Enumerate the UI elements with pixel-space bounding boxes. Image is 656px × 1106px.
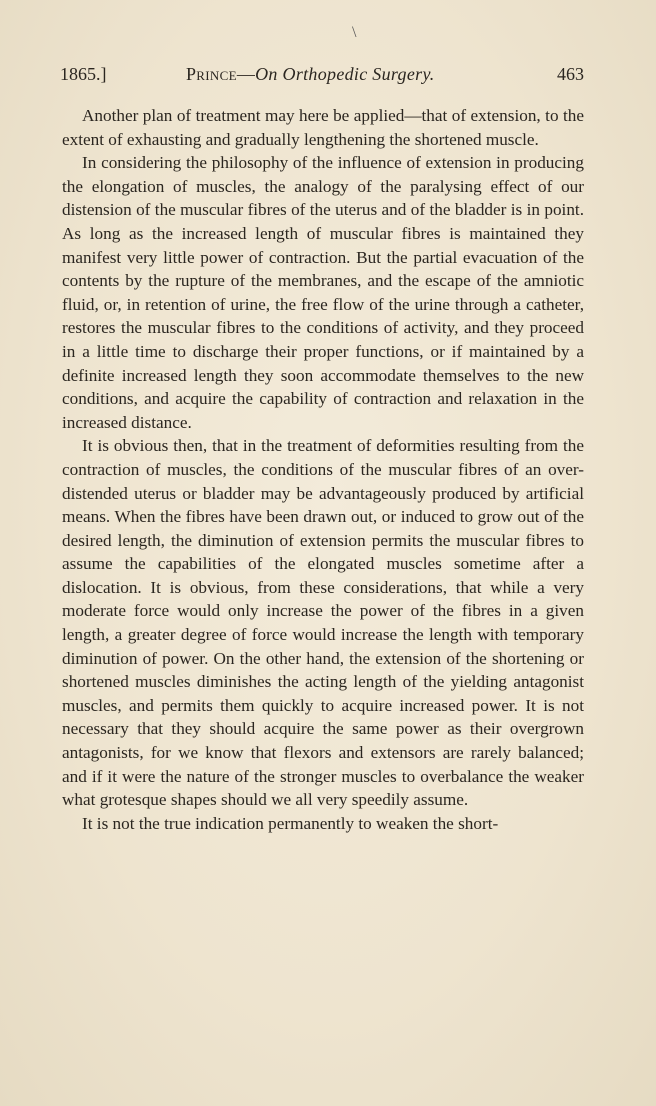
- header-year: 1865.]: [60, 64, 107, 84]
- body-text: [62, 104, 584, 835]
- pencil-mark: \: [352, 24, 357, 41]
- paragraph-2: In considering the philosophy of the influence of extension in producing the elongation of muscles, the analogy of the paralysing effect of our distension of the muscular fibres of the uterus and of the bladder is in point. As long as the increased length of muscular fibres is maintained they manifest very little power of contraction. But the partial evacuation of the contents by the rupture of the membranes, and the escape of the amniotic fluid, or, in retention of urine, the free flow of the urine through a catheter, restores the muscular fibres to the conditions of activity, and they proceed in a little time to discharge their proper functions, or if maintained by a definite increased length they soon accommodate themselves to the new conditions, and acquire the capability of contraction and relaxation in the increased distance.: [62, 153, 584, 432]
- paragraph-3: It is obvious then, that in the treatment of deformities resulting from the contraction of muscles, the conditions of the muscular fibres of an over-distended uterus or bladder may be advantageously produced by artificial means. When the fibres have been drawn out, or induced to grow out of the desired length, the diminution of extension permits the muscular fibres to assume the capabilities of the elongated muscles sometime after a dislocation. It is obvious, from these considerations, that while a very moderate force would only increase the power of the fibres in a given length, a greater degree of force would increase the length with temporary diminution of power. On the other hand, the extension of the shortening or shortened muscles diminishes the acting length of the yielding antagonist muscles, and permits them quickly to acquire increased power. It is not necessary that they should acquire the same power as their overgrown antagonists, for we know that flexors and extensors are rarely balanced; and if it were the nature of the stronger muscles to overbalance the weaker what grotesque shapes should we all very speedily assume.: [62, 436, 584, 810]
- running-header: [60, 64, 584, 92]
- header-dash: —: [236, 64, 256, 84]
- running-title: [186, 64, 435, 85]
- header-title: On Orthopedic Surgery.: [255, 64, 435, 84]
- header-author: Prince: [186, 64, 237, 84]
- paragraph-1: Another plan of treatment may here be applied—that of extension, to the extent of exhausting and gradually lengthening the shortened muscle.: [62, 106, 584, 149]
- page-number: 463: [557, 64, 584, 84]
- paragraph-4: It is not the true indication permanently to weaken the short-: [82, 813, 499, 833]
